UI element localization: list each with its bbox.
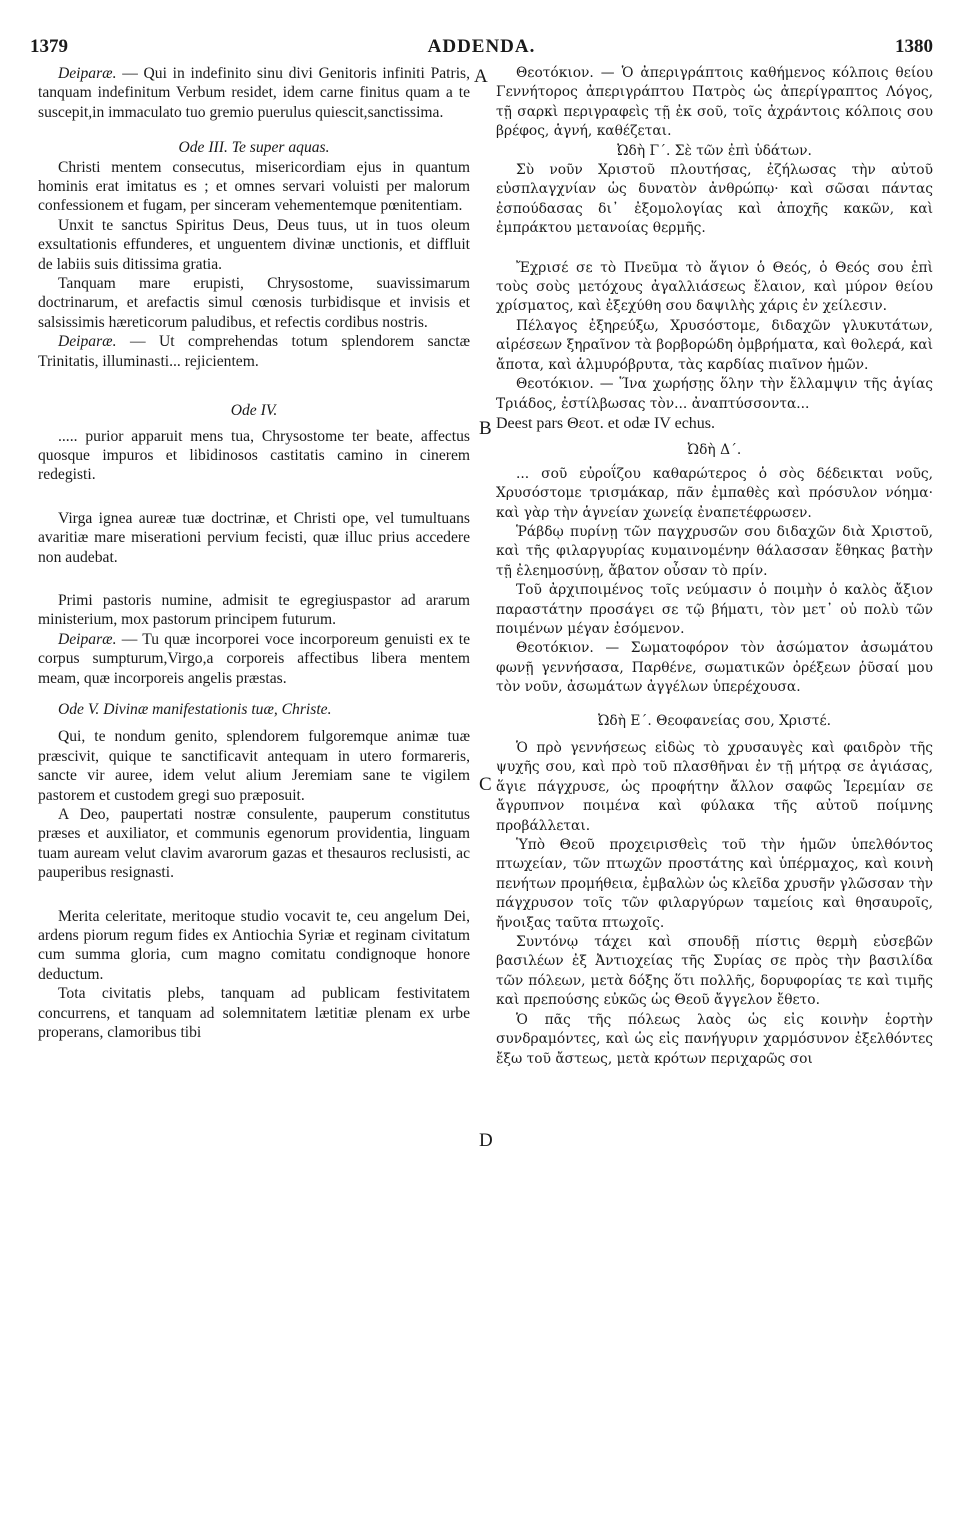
page-number-right: 1380 bbox=[895, 36, 933, 57]
ode-heading: Ode IV. bbox=[230, 402, 278, 420]
ode-heading: Ὠδὴ Ε΄. Θεοφανείας σου, Χριστέ. bbox=[597, 712, 832, 729]
ode-heading: Ὠδὴ Γ΄. Σὲ τῶν ἐπὶ ὑδάτων. bbox=[617, 142, 812, 159]
latin-paragraph: Unxit te sanctus Spiritus Deus, Deus tuus, ut in tuos oleum exsultationis effunderes, et unguentem divinæ unctionis, et diffluit de labiis suis ditissima gratia. bbox=[38, 216, 470, 273]
ode-heading: Ὠδὴ Δ΄. bbox=[687, 442, 742, 459]
greek-column bbox=[496, 64, 933, 1069]
greek-paragraph: Ἔχρισέ σε τὸ Πνεῦμα τὸ ἅγιον ὁ Θεός, ὁ Θεός σου ἐπὶ τοὺς σοὺς μετόχους ἀγαλλιάσεως ἔλαιον, καὶ μύρον θείου χρίσματος, καὶ ἐξεχύθη σου δαψιλὴς χάρις ἐν χείλεσιν. bbox=[496, 259, 933, 315]
lacuna-note: Deest pars Θεοτ. et odæ IV echus. bbox=[496, 414, 716, 432]
greek-paragraph: Θεοτόκιον. — Σωματοφόρον τὸν ἀσώματον ἀσωμάτου φωνῇ γεννήσασα, Παρθένε, σωματικῶν ὀρέξεων ῥῦσαί μου τὸν νοῦν, ἀσωμάτων ἀγγέλων ὑπερέχουσα. bbox=[496, 640, 933, 696]
running-title: ADDENDA. bbox=[427, 36, 536, 57]
latin-paragraph: Tanquam mare erupisti, Chrysostome, suavissimarum doctrinarum, et arefactis simul cœnosis turbidisque et invisis et salsissimis hæreticorum paludibus, et refectis cordibus nostris. bbox=[38, 275, 470, 331]
margin-letter-b: B bbox=[479, 418, 492, 439]
latin-column bbox=[38, 64, 470, 1042]
latin-paragraph: Deiparæ. — Tu quæ incorporei voce incorporeum genuisti ex te corpus sumpturum,Virgo,a corporeis affectibus libera mentem meam, quæ incorporeis angelis præstas. bbox=[38, 630, 470, 687]
greek-paragraph: Συντόνῳ τάχει καὶ σπουδῇ πίστις θερμὴ εὐσεβῶν βασιλέων ἐξ Ἀντιοχείας τῆς Συρίας σε πρὸς τὴν βασιλίδα τῶν πόλεων, μετὰ δόξης ὅτι πολλῆς, δορυφορίας τε καὶ τιμῆς καὶ πρεπούσης εὐκῶς ὡς Θεοῦ ἄγγελον ἔθετο. bbox=[496, 934, 933, 1009]
latin-paragraph: Qui, te nondum genito, splendorem fulgoremque animæ tuæ præscivit, quique te sanctificavit antequam in utero formareris, sancte vir auree, idem velut alium Jeremiam sane te vigilem pastorem et custodem gregi suo præposuit. bbox=[38, 728, 470, 804]
greek-paragraph: Ὑπὸ Θεοῦ προχειρισθεὶς τοῦ τὴν ἡμῶν ὑπελθόντος πτωχείαν, τῶν πτωχῶν προστάτης καὶ ὑπέρμαχος, καὶ κοινὴ πενήτων προμήθεια, ἐμβαλὼν ὡς κλεῖδα χρυσῆν γλῶσσαν τὴν πάγχρυσον τοῖς τῶν φιλαργύρων ταμείοις καὶ θησαυροῖς, ἤνοιξας ταῦτα πτωχοῖς. bbox=[496, 837, 933, 931]
latin-paragraph: Deiparæ. — Ut comprehendas totum splendorem sanctæ Trinitatis, illuminasti... rejicientem. bbox=[38, 333, 470, 370]
greek-paragraph: Πέλαγος ἐξηρεύξω, Χρυσόστομε, διδαχῶν γλυκυτάτων, αἱρέσεων ξηραῖνον τὰ βορβορώδη ὀμβρήματα, καὶ θολερά, καὶ ἄποτα, καὶ ἁλμυρόβρυτα, τὰς καρδίας πιαῖνον ἡμῶν. bbox=[496, 317, 933, 373]
greek-paragraph: Θεοτόκιον. — Ἵνα χωρήσῃς ὅλην τὴν ἔλλαμψιν τῆς ἁγίας Τριάδος, ἐστίλβωσας τὸν... ἀναπτύσσοντα... bbox=[496, 376, 933, 412]
greek-paragraph: Σὺ νοῦν Χριστοῦ πλουτήσας, ἐζήλωσας τὴν αὐτοῦ εὐσπλαγχνίαν ὡς δυνατὸν ἀνθρώπῳ· καὶ σῶσαι πάντας ἐσπούδασας δι᾽ ἐξομολογίας καὶ ἀποχῆς κακῶν, καὶ ἐμπράκτου μετανοίας θερμῆς. bbox=[496, 162, 933, 237]
paragraph-label: Deiparæ. bbox=[58, 630, 117, 648]
greek-paragraph: Θεοτόκιον. — Ὁ ἀπεριγράπτοις καθήμενος κόλποις θείου Γεννήτορος ἀπεριγράπτου Πατρὸς ὡς ἀπερίγραπτος Λόγος, τῇ σαρκὶ περιγραφεὶς τῇ ἐκ σοῦ, τοῖς ἀχράντοις κόλποις σου βρέφος, ἁγνή, καθέζεται. bbox=[496, 65, 933, 140]
page-header bbox=[30, 36, 933, 60]
page-number-left: 1379 bbox=[30, 36, 68, 57]
latin-paragraph: Tota civitatis plebs, tanquam ad publicam festivitatem concurrens, et tanquam ad solemnitatem lætitiæ plenam ex urbe properans, clamoribus tibi bbox=[38, 985, 470, 1042]
latin-paragraph: A Deo, paupertati nostræ consulente, pauperum constitutus præses et auxiliator, et communis egenorum providentia, linguam tuam auream velut clavim avarorum gazas et thesauros reclusisti, ac pauperibus resignasti. bbox=[38, 806, 470, 882]
greek-paragraph: Ῥάβδῳ πυρίνῃ τῶν παγχρυσῶν σου διδαχῶν διὰ Χριστοῦ, καὶ τῆς φιλαργυρίας κυμαινομένην θάλασσαν ἔθηκας βατὴν τῇ ἐλεημοσύνῃ, ἄβατον οὖσαν τὸ πρίν. bbox=[496, 523, 933, 579]
greek-paragraph: Ὁ πρὸ γεννήσεως εἰδὼς τὸ χρυσαυγὲς καὶ φαιδρὸν τῆς ψυχῆς σου, καὶ πρὸ τοῦ πλασθῆναι ἐν τῇ μήτρᾳ σε ἁγιάσας, ἅγιε πάγχρυσε, ὡς προφήτην ἄλλον σαφῶς Ἱερεμίαν σε ἄγρυπνον ποιμένα καὶ φύλακα τῆς αὐτοῦ ποίμνης προβάλλεται. bbox=[496, 740, 933, 834]
margin-letter-c: C bbox=[479, 774, 492, 795]
latin-paragraph: Merita celeritate, meritoque studio vocavit te, ceu angelum Dei, ardens piorum regum fides ex Antiochia Syriæ et reginam civitatum cum summa gloria, cum magno comitatu condignoque honore deductum. bbox=[38, 907, 470, 983]
margin-letter-d: D bbox=[479, 1130, 493, 1151]
latin-paragraph: Virga ignea aureæ tuæ doctrinæ, et Christi ope, vel tumultuans avaritiæ mare miserationi pervium fecisti, quæ illuc prius accedere non audebat. bbox=[38, 509, 470, 566]
latin-paragraph: Christi mentem consecutus, misericordiam ejus in quantum hominis erat imitatus es ; et omnes servari voluisti per malorum confessionem et fugam, per sinceram vehementemque pœnitentiam. bbox=[38, 158, 470, 215]
paragraph-label: Deiparæ. bbox=[58, 333, 117, 351]
paragraph-label: Deiparæ. bbox=[58, 65, 117, 82]
ode-heading: Ode III. Te super aquas. bbox=[178, 139, 330, 157]
greek-paragraph: ... σοῦ εὐροΐζου καθαρώτερος ὁ σὸς δέδεικται νοῦς, Χρυσόστομε τρισμάκαρ, πᾶν ἐμπαθὲς καὶ πρόσυλον νόημα· καὶ γὰρ τὴν ἁγνείαν χωνείᾳ ἐναπετέφρωσεν. bbox=[496, 465, 933, 521]
margin-letter-a: A bbox=[474, 66, 488, 87]
latin-paragraph: Deiparæ. — Qui in indefinito sinu divi Genitoris infiniti Patris, tanquam indefinitum Verbum residet, idem carne finitus quam a te suscepit,in immaculato tuo gremio puerulus quiescit,sanctissima. bbox=[38, 65, 470, 121]
latin-paragraph: Primi pastoris numine, admisit te egregiuspastor ad ararum ministerium, mox pastorum principem futurum. bbox=[38, 591, 470, 629]
ode-heading: Ode V. Divinæ manifestationis tuæ, Christe. bbox=[58, 700, 332, 718]
greek-paragraph: Ὁ πᾶς τῆς πόλεως λαὸς ὡς εἰς κοινὴν ἑορτὴν συνδραμόντες, καὶ ὡς εἰς πανήγυριν χαρμόσυνον ἐξελθόντες ἔξω τοῦ ἄστεως, μετὰ κρότων περιχαρῶς σοι bbox=[496, 1011, 933, 1067]
latin-paragraph: ..... purior apparuit mens tua, Chrysostome ter beate, affectus quosque impuros et libidinosos castitatis camino in cinerem redegisti. bbox=[38, 427, 470, 484]
greek-paragraph: Τοῦ ἀρχιποιμένος τοῖς νεύμασιν ὁ ποιμὴν ὁ καλὸς ἄξιον παραστάτην προσάγει σε τῷ βήματι, τὸν μετ᾽ οὐ πολὺ τῶν ποιμένων μέγαν ἐσόμενον. bbox=[496, 582, 933, 637]
